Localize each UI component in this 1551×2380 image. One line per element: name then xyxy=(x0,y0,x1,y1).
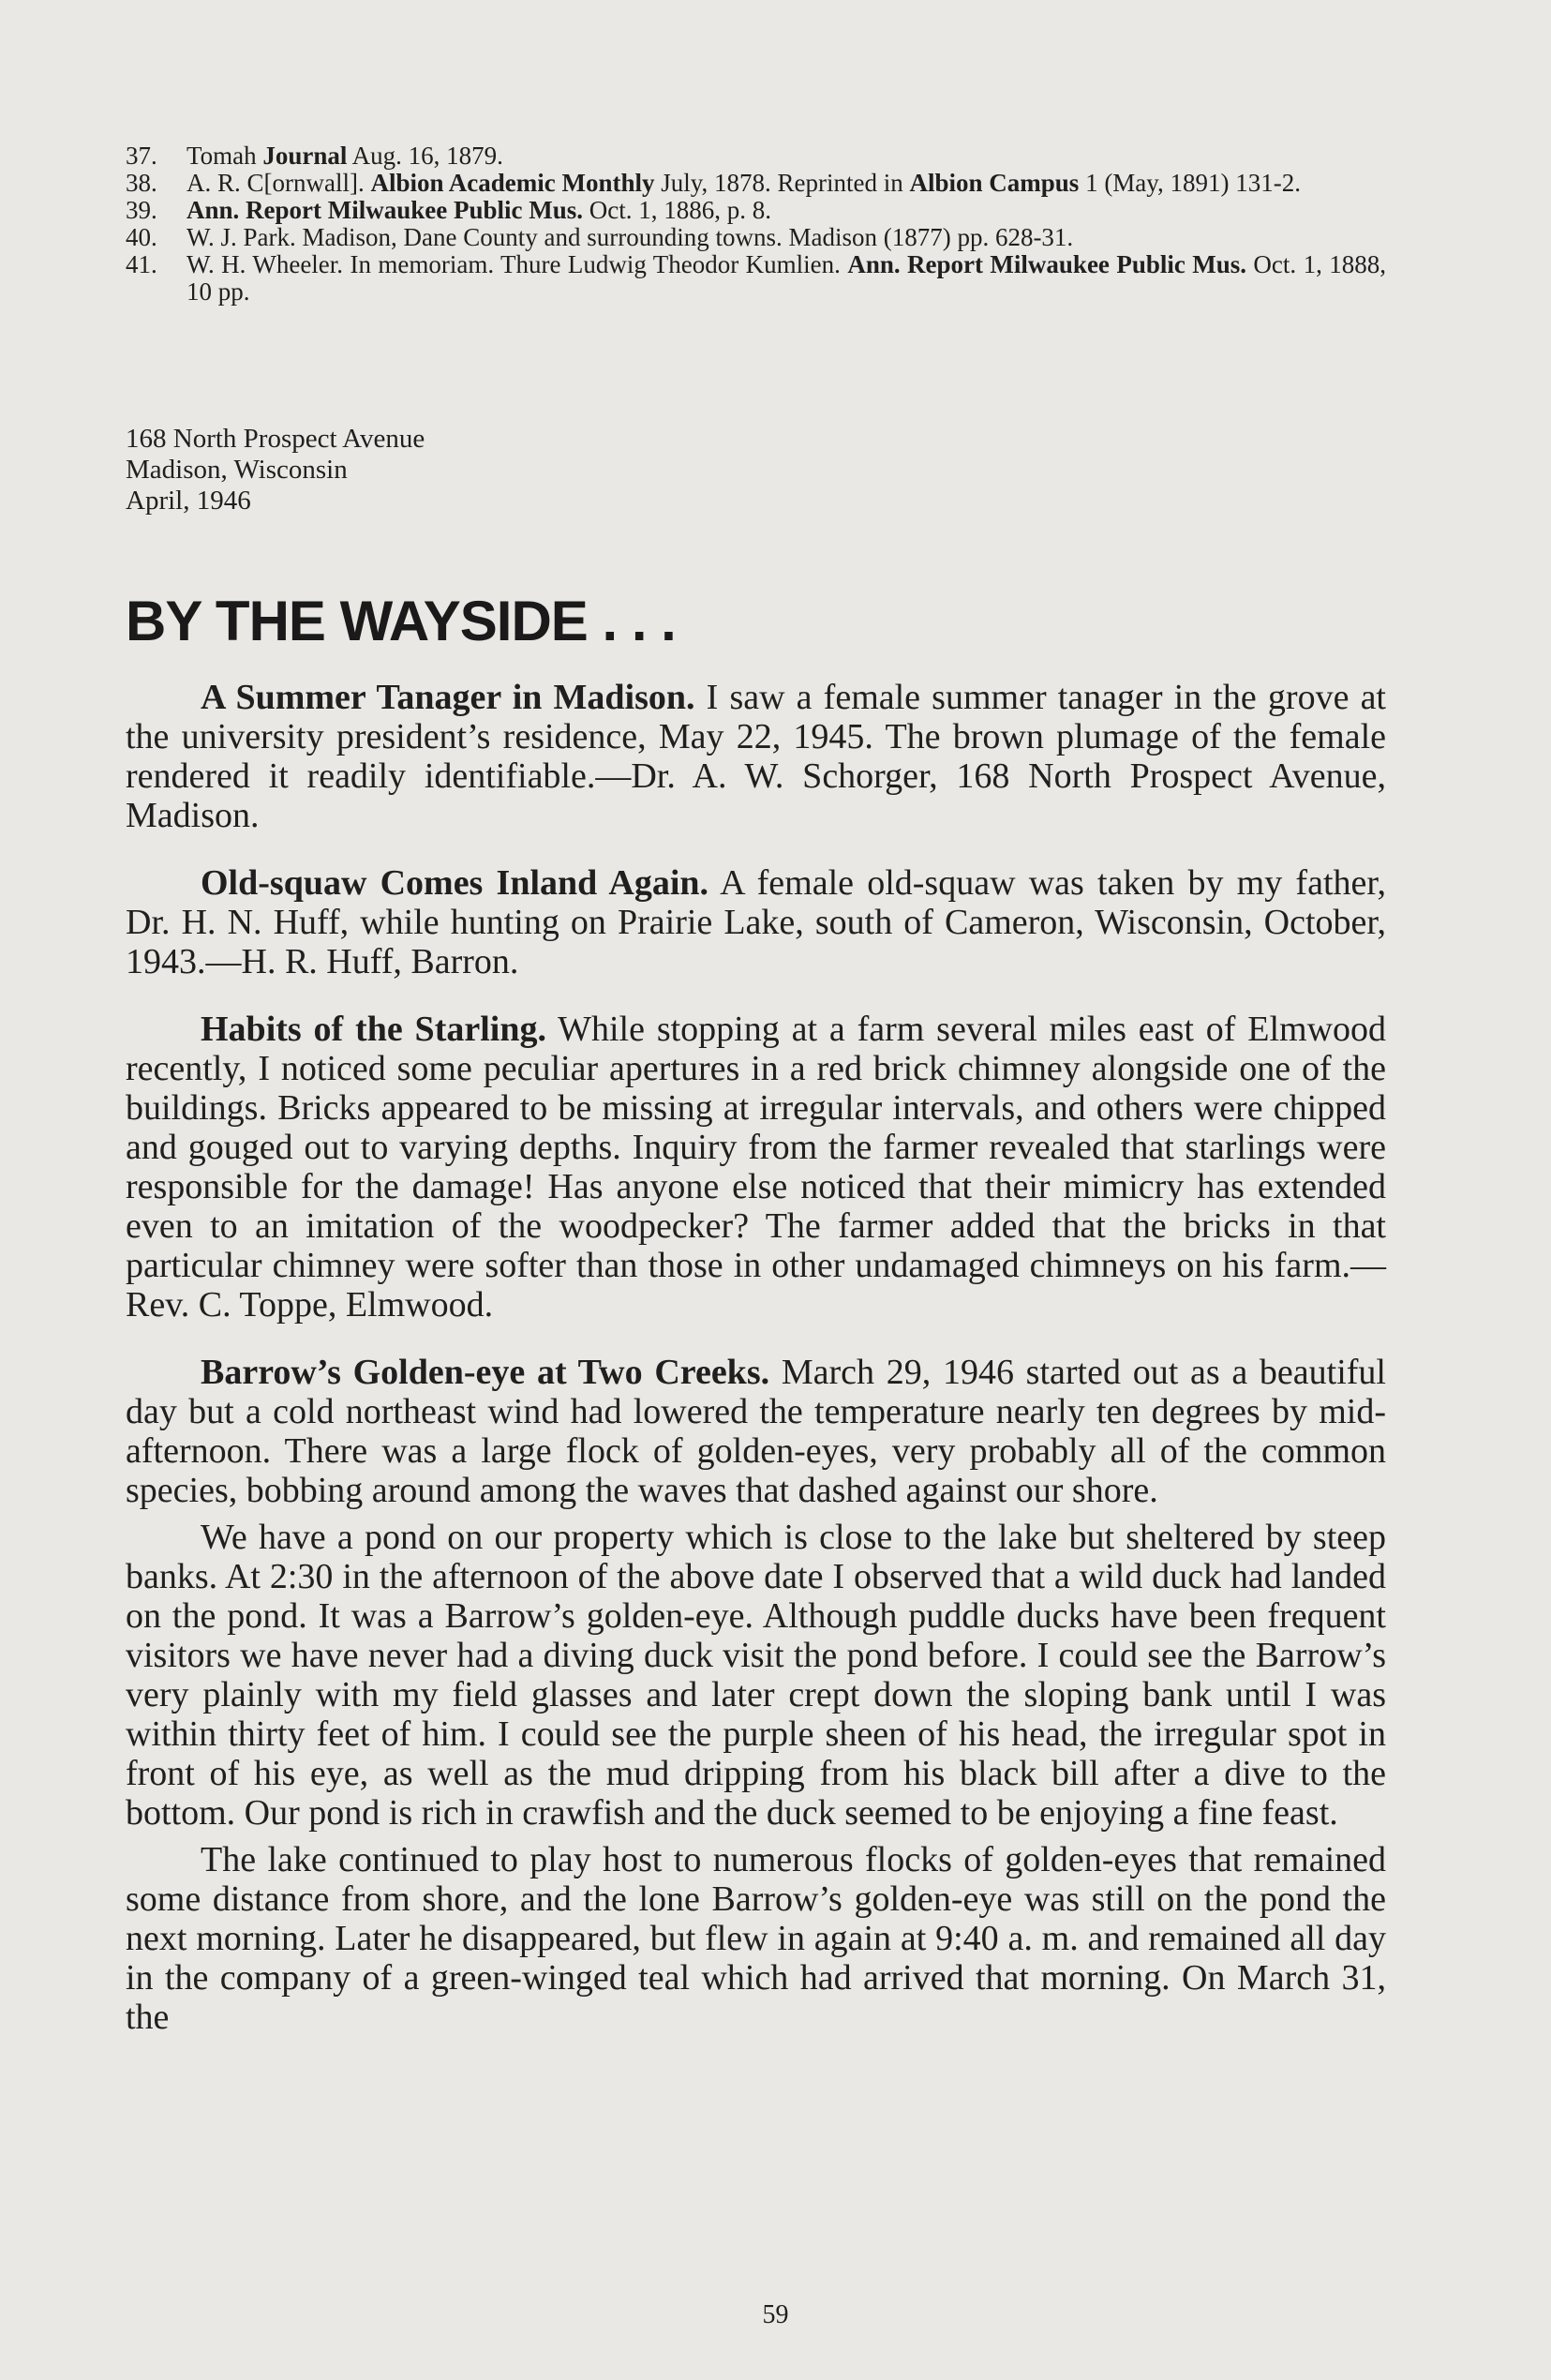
note-summer-tanager xyxy=(126,678,1386,835)
reference-title: Journal xyxy=(262,142,348,170)
author-address xyxy=(126,424,425,516)
reference-text: July, 1878. Reprinted in xyxy=(654,169,910,197)
reference-text: W. H. Wheeler. In memoriam. Thure Ludwig Theodor Kumlien. xyxy=(186,250,848,278)
reference-text: Aug. 16, 1879. xyxy=(347,142,503,170)
reference-number: 38. xyxy=(126,169,157,197)
note-golden-eye-paragraph: The lake continued to play host to numerous flocks of golden-eyes that remained some distance from shore, and the lone Barrow’s golden-eye was still on the pond the next morning. Later he disappeared, but flew in again at 9:40 a. m. and remained all day in the company of a green-winged teal which had arrived that morning. On March 31, the xyxy=(126,1840,1386,2037)
note-title: Barrow’s Golden-eye at Two Creeks. xyxy=(201,1353,770,1392)
note-golden-eye xyxy=(126,1353,1386,1510)
reference-title: Albion Academic Monthly xyxy=(370,169,655,197)
reference-title: Albion Campus xyxy=(909,169,1080,197)
note-golden-eye-paragraph: We have a pond on our property which is close to the lake but sheltered by steep banks. At 2:30 in the afternoon of the above date I observed that a wild duck had landed on the pond. It was a Barrow’s golden-eye. Although puddle ducks have been frequent visitors we have never had a diving duck visit the pond before. I could see the Barrow’s very plainly with my field glasses and later crept down the sloping bank until I was within thirty feet of him. I could see the purple sheen of his head, the irregular spot in front of his eye, as well as the mud dripping from his black bill after a dive to the bottom. Our pond is rich in crawfish and the duck seemed to be enjoying a fine feast. xyxy=(126,1518,1386,1833)
reference-list xyxy=(126,142,1386,306)
reference-text: W. J. Park. Madison, Dane County and surrounding towns. Madison (1877) pp. 628-31. xyxy=(186,223,1074,251)
reference-title: Ann. Report Milwaukee Public Mus. xyxy=(186,196,584,224)
note-title: Habits of the Starling. xyxy=(201,1010,546,1049)
note-body: While stopping at a farm several miles east of Elmwood recently, I noticed some peculiar apertures in a red brick chimney alongside one of the buildings. Bricks appeared to be missing at irregular intervals, and others were chipped and gouged out to varying depths. Inquiry from the farmer revealed that starlings were responsible for the damage! Has anyone else noticed that their mimicry has extended even to an imitation of the woodpecker? The farmer added that the bricks in that particular chimney were softer than those in other undamaged chimneys on his farm.—Rev. C. Toppe, Elmwood. xyxy=(126,1010,1387,1325)
reference-text: A. R. C[ornwall]. xyxy=(186,169,371,197)
reference-text: 1 (May, 1891) 131-2. xyxy=(1079,169,1302,197)
reference-number: 39. xyxy=(126,196,157,224)
reference-number: 37. xyxy=(126,142,157,170)
note-title: A Summer Tanager in Madison. xyxy=(201,678,695,717)
reference-item xyxy=(126,224,1386,251)
note-title: Old-squaw Comes Inland Again. xyxy=(201,863,709,903)
reference-number: 40. xyxy=(126,223,157,251)
note-body: March 29, 1946 started out as a beautiful day but a cold northeast wind had lowered the temperature nearly ten degrees by mid-afternoon. There was a large flock of golden-eyes, very probably all of the common species, bobbing around among the waves that dashed against our shore. xyxy=(126,1353,1386,1510)
reference-text: Oct. 1, 1888, 10 pp. xyxy=(186,250,1386,306)
reference-text: Tomah xyxy=(186,142,263,170)
reference-item xyxy=(126,142,1386,170)
reference-title: Ann. Report Milwaukee Public Mus. xyxy=(847,250,1247,278)
note-body: A female old-squaw was taken by my father, Dr. H. N. Huff, while hunting on Prairie Lake, south of Cameron, Wisconsin, October, 1943.—H. R. Huff, Barron. xyxy=(126,863,1386,981)
page-number: 59 xyxy=(762,2300,789,2329)
reference-text: Oct. 1, 1886, p. 8. xyxy=(583,196,771,224)
note-body: I saw a female summer tanager in the grove at the university president’s residence, May 22, 1945. The brown plumage of the female rendered it readily identifiable.—Dr. A. W. Schorger, 168 North Prospect Avenue, Madison. xyxy=(126,678,1386,835)
note-old-squaw xyxy=(126,863,1386,981)
reference-item xyxy=(126,197,1386,224)
address-street: 168 North Prospect Avenue xyxy=(126,424,425,454)
address-city: Madison, Wisconsin xyxy=(126,455,348,485)
note-starling xyxy=(126,1010,1386,1325)
reference-number: 41. xyxy=(126,250,157,278)
address-date: April, 1946 xyxy=(126,486,251,516)
field-notes xyxy=(126,678,1386,2044)
reference-item xyxy=(126,170,1386,197)
section-heading: BY THE WAYSIDE . . . xyxy=(126,590,676,652)
reference-item xyxy=(126,251,1386,306)
